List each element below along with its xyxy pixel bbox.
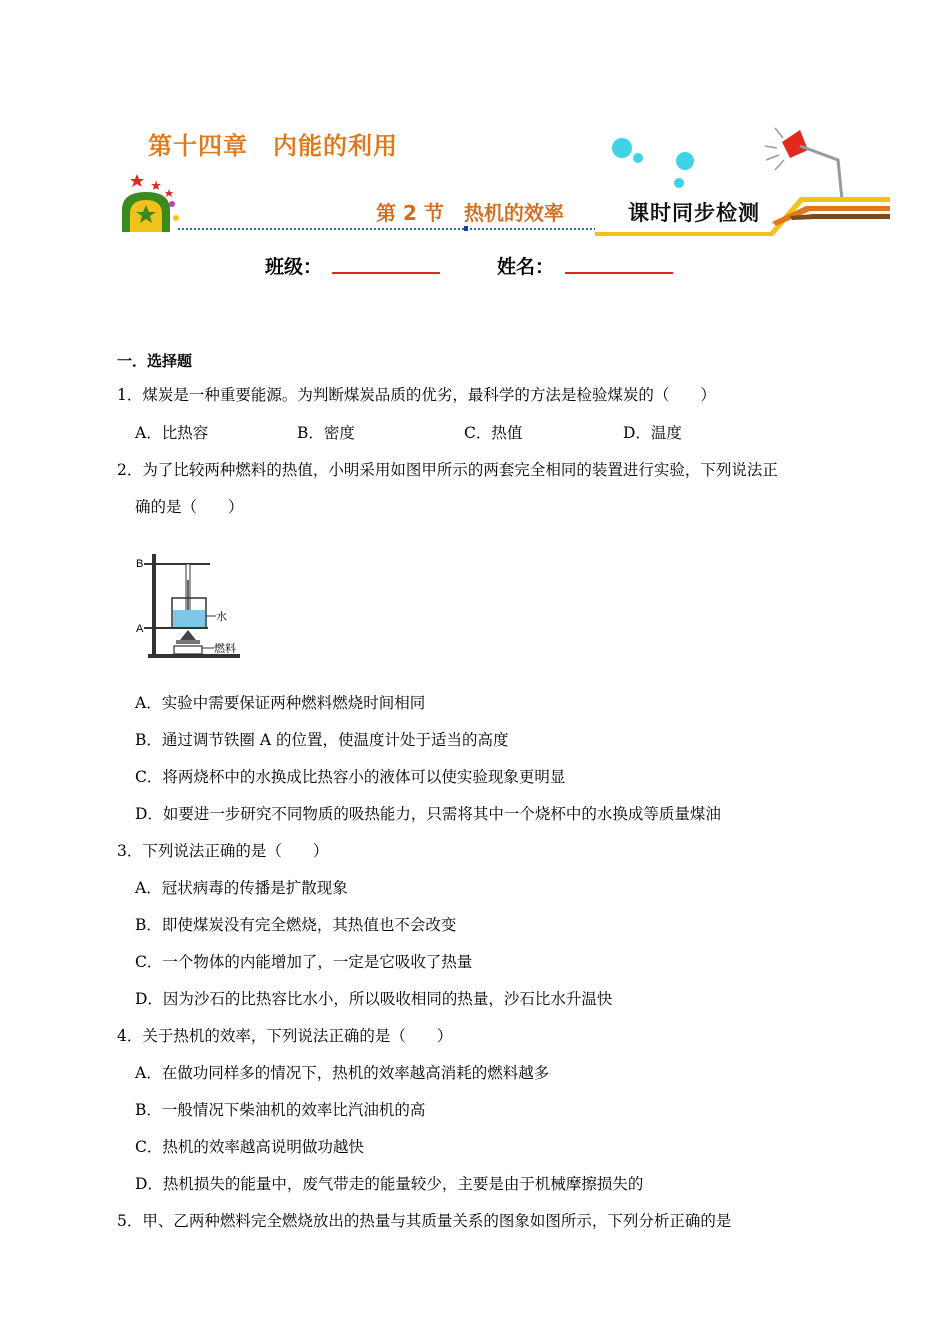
header-decoration [0, 0, 950, 300]
q1-option-d[interactable]: D．温度 [623, 424, 682, 442]
flame-icon [180, 630, 196, 640]
q2-option-c[interactable]: C．将两烧杯中的水换成比热容小的液体可以使实验现象更明显 [135, 768, 566, 786]
chapter-title: 第十四章 内能的利用 [148, 132, 398, 160]
name-field[interactable] [565, 272, 673, 274]
bubble-large [612, 138, 632, 158]
q3-option-d[interactable]: D．因为沙石的比热容比水小，所以吸收相同的热量，沙石比水升温快 [135, 990, 613, 1008]
figure-label-fuel: 燃料 [214, 642, 236, 655]
question-1-stem: 1．煤炭是一种重要能源。为判断煤炭品质的优劣，最科学的方法是检验煤炭的（ ） [117, 386, 716, 404]
bubble-tiny [674, 178, 684, 188]
question-2-stem: 2．为了比较两种燃料的热值，小明采用如图甲所示的两套完全相同的装置进行实验，下列说法正 [117, 461, 778, 479]
figure-label-b: B [136, 558, 144, 570]
section-title: 第 2 节 热机的效率 [376, 201, 564, 225]
figure-label-water: 水 [216, 610, 227, 623]
q3-option-b[interactable]: B．即使煤炭没有完全燃烧，其热值也不会改变 [135, 916, 457, 934]
question-2-stem-cont: 确的是（ ） [135, 498, 244, 516]
q4-option-d[interactable]: D．热机损失的能量中，废气带走的能量较少，主要是由于机械摩擦损失的 [135, 1175, 644, 1193]
bubble-mid [676, 152, 694, 170]
q4-option-b[interactable]: B．一般情况下柴油机的效率比汽油机的高 [135, 1101, 426, 1119]
question-4-stem: 4．关于热机的效率，下列说法正确的是（ ） [117, 1027, 453, 1045]
star-badge-icon [122, 174, 179, 232]
water-in-beaker [173, 610, 205, 627]
question-3-stem: 3．下列说法正确的是（ ） [117, 842, 329, 860]
apparatus-figure [130, 550, 250, 665]
q2-option-d[interactable]: D．如要进一步研究不同物质的吸热能力，只需将其中一个烧杯中的水换成等质量煤油 [135, 805, 721, 823]
q1-option-c[interactable]: C．热值 [464, 424, 523, 442]
section-heading: 一．选择题 [117, 352, 193, 370]
question-5-stem: 5．甲、乙两种燃料完全燃烧放出的热量与其质量关系的图象如图所示，下列分析正确的是 [117, 1212, 732, 1230]
q2-option-a[interactable]: A．实验中需要保证两种燃料燃烧时间相同 [135, 694, 426, 712]
figure-label-a: A [136, 623, 144, 635]
q1-option-b[interactable]: B．密度 [297, 424, 355, 442]
q1-option-a[interactable]: A．比热容 [135, 424, 209, 442]
bubble-small [633, 153, 643, 163]
class-label: 班级： [265, 256, 323, 278]
q2-option-b[interactable]: B．通过调节铁圈 A 的位置，使温度计处于适当的高度 [135, 731, 509, 749]
q4-option-c[interactable]: C．热机的效率越高说明做功越快 [135, 1138, 364, 1156]
name-label: 姓名： [497, 256, 555, 278]
sync-title: 课时同步检测 [628, 200, 760, 225]
q4-option-a[interactable]: A．在做功同样多的情况下，热机的效率越高消耗的燃料越多 [135, 1064, 550, 1082]
lamp-icon [765, 128, 842, 200]
class-field[interactable] [332, 272, 440, 274]
q3-option-a[interactable]: A．冠状病毒的传播是扩散现象 [135, 879, 348, 897]
q3-option-c[interactable]: C．一个物体的内能增加了，一定是它吸收了热量 [135, 953, 473, 971]
